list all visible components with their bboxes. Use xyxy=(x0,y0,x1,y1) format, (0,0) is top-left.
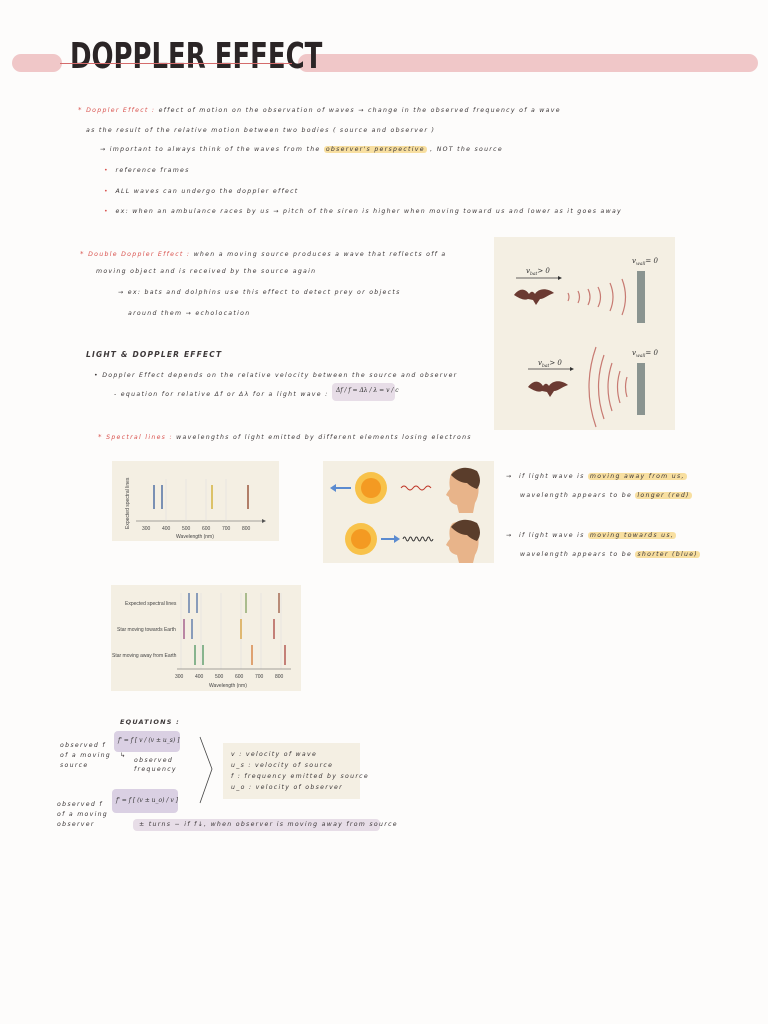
moving-source-equation-box xyxy=(114,731,180,752)
title-underline xyxy=(60,63,292,64)
tick-label: 700 xyxy=(255,674,264,680)
tick-label: 400 xyxy=(195,674,204,680)
observer-perspective-highlight: observer's perspective xyxy=(325,146,425,153)
v-wall-label-1: $v_{wall}= 0$ xyxy=(632,257,658,267)
observer-head-icon-1 xyxy=(446,468,480,513)
spectral-lines-term: Spectral lines : xyxy=(106,434,173,441)
v-wall-label-2: $v_{wall}= 0$ xyxy=(632,349,658,359)
double-doppler-line-4: around them → echolocation xyxy=(128,310,251,317)
moving-observer-label: observed f of a moving observer xyxy=(57,801,109,828)
double-doppler-line-2: moving object and is received by the source again xyxy=(96,268,317,275)
observer-head-icon-2 xyxy=(446,520,480,563)
v-bat-label-2: $v_{bat}> 0$ xyxy=(538,359,562,369)
bullet-3: • ex: when an ambulance races by us → pitch of the siren is higher when moving toward us and lower as it goes away xyxy=(104,208,623,215)
blue-wave xyxy=(403,537,433,541)
equations-heading: EQUATIONS : xyxy=(120,718,180,726)
light-source-panel xyxy=(323,461,494,563)
double-doppler-line-3: → ex: bats and dolphins use this effect to detect prey or objects xyxy=(118,289,401,296)
tick-label: 800 xyxy=(275,674,284,680)
moving-observer-equation-box xyxy=(112,789,178,813)
definition-term: Doppler Effect : xyxy=(86,107,156,114)
light-line-1: • Doppler Effect depends on the relative velocity between the source and observer xyxy=(94,372,458,379)
double-doppler-line-1: * Double Doppler Effect : when a moving source produces a wave that reflects off a xyxy=(80,250,447,258)
legend-item: v : velocity of wave xyxy=(231,751,318,758)
light-equation: Δf / f = Δλ / λ = v / c xyxy=(336,387,399,394)
spectrum2-away-lines xyxy=(195,645,285,665)
definition-line-1: * Doppler Effect : effect of motion on the observation of waves → change in the observed frequency of a wave xyxy=(78,106,561,114)
spectral-lines-line: * Spectral lines : wavelengths of light emitted by different elements losing electrons xyxy=(98,433,472,441)
sound-waves-1 xyxy=(568,279,626,315)
tick-label: 700 xyxy=(222,526,231,532)
shorter-blue-highlight: shorter (blue) xyxy=(637,551,699,558)
moving-source-equation: f' = f [ v / (v ± u_s) ] xyxy=(118,737,180,744)
definition-line-3: → important to always think of the waves from the observer's perspective , NOT the source xyxy=(100,146,503,153)
spectrum2-gridlines xyxy=(181,593,281,669)
away-note-line-1: → if light wave is moving away from us, xyxy=(506,473,685,480)
spectrum2-towards-lines xyxy=(184,619,274,639)
observed-frequency-note: observed frequency xyxy=(134,757,177,773)
wall-2 xyxy=(637,363,645,415)
title-banner-left xyxy=(12,54,62,72)
tick-label: 400 xyxy=(162,526,171,532)
longer-red-highlight: longer (red) xyxy=(637,492,690,499)
light-line-2: - equation for relative Δf or Δλ for a light wave : xyxy=(114,391,329,398)
spectrum1-ylabel: Expected spectral lines xyxy=(125,477,131,529)
legend-item: f : frequency emitted by source xyxy=(231,773,369,780)
toward-note-line-1: → if light wave is moving towards us, xyxy=(506,532,675,539)
legend-item: u_s : velocity of source xyxy=(231,762,334,769)
bullet-2: • ALL waves can undergo the doppler effect xyxy=(104,188,299,195)
double-doppler-term: Double Doppler Effect : xyxy=(88,251,191,258)
spectrum1-lines xyxy=(154,485,248,509)
spectrum-chart-1 xyxy=(112,461,279,541)
wall-1 xyxy=(637,271,645,323)
bat-icon-2 xyxy=(528,381,568,397)
spectrum2-xlabel: Wavelength (nm) xyxy=(209,683,247,689)
spectrum-chart-2 xyxy=(111,585,301,691)
bracket xyxy=(196,735,216,805)
spectrum1-xlabel: Wavelength (nm) xyxy=(176,534,214,540)
bat-icon-1 xyxy=(514,289,554,305)
sun-icon-1 xyxy=(355,472,387,504)
page-title: DOPPLER EFFECT xyxy=(70,36,323,77)
tick-label: 500 xyxy=(215,674,224,680)
bullet-1: • reference frames xyxy=(104,167,190,174)
spectrum2-row-label: Star moving away from Earth xyxy=(112,653,177,659)
moving-source-label: observed f of a moving source xyxy=(60,742,112,769)
tick-label: 300 xyxy=(175,674,184,680)
tick-label: 800 xyxy=(242,526,251,532)
sign-note: ± turns − if f↓, when observer is moving away from source xyxy=(139,821,398,828)
observed-frequency-arrow: ↳ xyxy=(120,752,127,759)
sign-note-box xyxy=(133,819,398,831)
light-heading: LIGHT & DOPPLER EFFECT xyxy=(86,350,223,359)
bat-diagram xyxy=(494,237,675,430)
definition-text-1: effect of motion on the observation of waves → change in the observed frequency of a wave xyxy=(158,107,561,114)
title-banner-right xyxy=(298,54,758,72)
definition-line-2: as the result of the relative motion between two bodies ( source and observer ) xyxy=(86,127,436,134)
tick-label: 500 xyxy=(182,526,191,532)
tick-label: 600 xyxy=(235,674,244,680)
bat-echolocation-panel xyxy=(494,237,675,430)
legend-item: u_o : velocity of observer xyxy=(231,784,343,791)
moving-observer-equation: f' = f [ (v ± u_o) / v ] xyxy=(116,797,178,804)
spectrum2-row-label: Star moving towards Earth xyxy=(117,627,176,633)
tick-label: 300 xyxy=(142,526,151,532)
tick-label: 600 xyxy=(202,526,211,532)
spectrum2-expected-lines xyxy=(189,593,279,613)
red-wave xyxy=(401,486,431,490)
sun-icon-2 xyxy=(345,523,377,555)
toward-highlight: moving towards us, xyxy=(589,532,675,539)
away-highlight: moving away from us, xyxy=(589,473,685,480)
spectrum1-gridlines xyxy=(166,479,226,521)
spectrum2-row-label: Expected spectral lines xyxy=(125,601,177,607)
v-bat-label-1: $v_{bat}> 0$ xyxy=(526,267,550,277)
light-equation-box xyxy=(332,383,399,401)
away-note-line-2: wavelength appears to be longer (red) xyxy=(520,492,690,499)
variable-legend xyxy=(223,743,369,799)
sound-waves-2 xyxy=(589,347,627,427)
toward-note-line-2: wavelength appears to be shorter (blue) xyxy=(520,551,699,558)
